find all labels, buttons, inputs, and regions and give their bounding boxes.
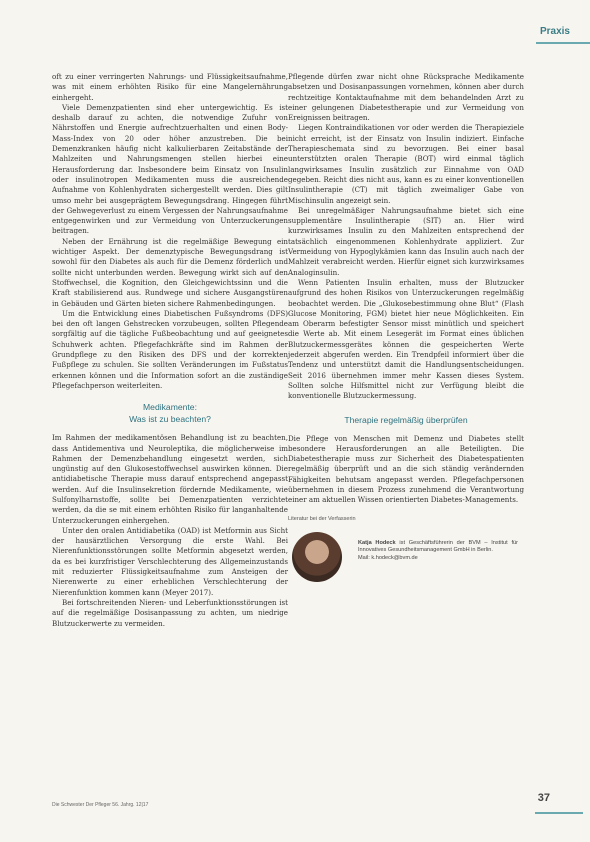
section-label: Praxis — [539, 26, 570, 37]
subheading-line: Was ist zu beachten? — [129, 414, 211, 425]
subheading-therapie: Therapie regelmäßig überprüfen — [344, 414, 468, 425]
paragraph: Pflegende dürfen zwar nicht ohne Rücksprache Medikamente absetzen und Dosisanpassungen vornehmen, können aber durch rechtzeitige Kontaktaufnahme mit dem behandelnden Arzt zu einer gelungenen Diabetestherapie und zur Vermeidung von Ereignissen beitragen. — [288, 72, 524, 123]
author-photo — [292, 532, 342, 582]
paragraph: Im Rahmen der medikamentösen Behandlung ist zu beachten, dass Antidementiva und Neuroleptika, die möglicherweise im Rahmen der Demenzbehandlung eingesetzt werden, sich ungünstig auf den Glukosestoffwechsel auswirken können. Die antidiabetische Therapie muss darauf entsprechend angepasst werden. Auf die Insulinsekretion fördernde Medikamente, wie Sulfonylharnstoffe, sollte bei Demenzpatienten verzichtet werden, da die se mit einem erhöhten Risiko für langanhaltende Unterzuckerungen einhergehen. — [52, 433, 288, 525]
author-email: Mail: k.hodeck@bvm.de — [358, 554, 418, 561]
paragraph: Neben der Ernährung ist die regelmäßige Bewegung ein wichtiger Aspekt. Der demenztypische Bewegungsdrang ist sowohl für den Diabetes als auch für die Demenz förderlich und sollte nicht unterbunden werden. Bewegung wirkt sich auf den Stoffwechsel, die Kognition, den Gleichgewichtssinn und die Kraft stabilisierend aus. Rundwege und sichere Ausgangstüren in Gebäuden und Gärten bieten sichere Rahmenbedingungen. — [52, 236, 288, 308]
paragraph: Viele Demenzpatienten sind eher untergewichtig. Es ist deshalb darauf zu achten, die notwendige Zufuhr von Nährstoffen und Energie aufrechtzuerhalten und einen Body-Mass-Index von 20 oder höher anzustreben. Die bei Demenzkranken häufig nicht kalkulierbaren Zeitabstände der Mahlzeiten und Nahrungsmengen stellen hierbei eine Herausforderung dar. Insbesondere beim Einsatz von Insulin oder insulinotropen Medikamenten muss die ausreichende Aufnahme von Kohlenhydraten sichergestellt werden. Dies gilt umso mehr bei ausgeprägtem Bewegungsdrang. Hingegen führt der Gehwegeverlust zu einem Vergessen der Nahrungsaufnahme entgegenwirken und zur Vermeidung von Unterzuckerungen beitragen. — [52, 102, 288, 236]
author-info — [358, 540, 518, 562]
subheading-line: Medikamente: — [143, 402, 197, 413]
bottom-accent-rule — [535, 812, 583, 814]
page-number: 37 — [537, 792, 550, 804]
literature-note: Literatur bei der Verfasserin — [288, 515, 356, 522]
paragraph: Bei unregelmäßiger Nahrungsaufnahme bietet sich eine supplementäre Insulintherapie (SIT) an. Hier wird kurzwirksames Insulin zu den Mahlzeiten entsprechend der tatsächlich eingenommenen Kohlenhydrate appliziert. Zur Vermeidung von Hypoglykämien kann das Insulin auch nach der Mahlzeit verabreicht werden. Hierfür eignet sich kurzwirksames Analoginsulin. — [288, 205, 524, 277]
footer-source: Die Schwester Der Pfleger 56. Jahrg. 12|17 — [52, 802, 149, 808]
paragraph: Liegen Kontraindikationen vor oder werden die Therapieziele nicht erreicht, ist der Einsatz von Insulin indiziert. Einfache Therapieschemata sind zu bevorzugen. Bei einer basal unterstützten oralen Therapie (BOT) wird einmal täglich langwirksames Insulin zusätzlich zur Einnahme von OAD gegeben. Reicht dies nicht aus, kann es zu einer konventionellen Insulintherapie (CT) mit täglich zweimaliger Gabe von Mischinsulin angezeigt sein. — [288, 123, 524, 205]
author-bio: ist Geschäftsführerin der BVM – Institut für Innovatives Gesundheitsmanagement GmbH in Berlin. — [358, 539, 518, 554]
paragraph: Die Pflege von Menschen mit Demenz und Diabetes stellt besondere Herausforderungen an alle Beteiligten. Die Diabetestherapie muss zur Sicherheit des Diabetespatienten regelmäßig überprüft und an die sich ständig verändernden Fähigkeiten behutsam angepasst werden. Pflegefachpersonen übernehmen in diesem Prozess zunehmend die Verantwortung einer am aktuellen Wissen orientierten Diabetes-Managements. — [288, 433, 524, 505]
left-column — [52, 72, 288, 629]
paragraph: Wenn Patienten Insulin erhalten, muss der Blutzucker aufgrund des hohen Risikos von Unterzuckerungen regelmäßig beobachtet werden. Die „Glukosebestimmung ohne Blut“ (Flash Glucose Monitoring, FGM) bietet hier neue Möglichkeiten. Ein am Oberarm befestigter Sensor misst minütlich und speichert die Werte ab. Mit einem Lesegerät im Format eines üblichen Blutzuckermessgerätes können die gespeicherten Werte jederzeit abgerufen werden. Ein Trendpfeil informiert über die Tendenz und unterstützt damit die Handlungsentscheidungen. Seit 2016 übernehmen immer mehr Kassen dieses System. Sollten solche Hilfsmittel nicht zur Verfügung bleibt die konventionelle Blutzuckermessung. — [288, 277, 524, 401]
paragraph: Um die Entwicklung eines Diabetischen Fußsyndroms (DFS) bei den oft langen Gehstrecken vorzubeugen, sollten Pflegende sorgfältig auf die tägliche Fußbeobachtung und auf geeignetes Schuhwerk achten. Pflegefachkräfte sind im Rahmen der Grundpflege zu den Risiken des DFS und der korrekten Fußpflege zu schulen. Sie sollten Veränderungen im Fußstatus erkennen können und die Information sofort an die zuständige Pflegefachperson weiterleiten. — [52, 308, 288, 390]
author-box — [288, 532, 524, 582]
author-name: Katja Hodeck — [358, 539, 396, 546]
paragraph: Unter den oralen Antidiabetika (OAD) ist Metformin aus Sicht der hausärztlichen Versorgung die erste Wahl. Bei Nierenfunktionsstörungen sollte Metformin abgesetzt werden, da es bei kurzfristiger Verschlechterung des Allgemeinzustands mit reduzierter Flüssigkeitsaufnahme zum Ansteigen der Nierenwerte zu einer erheblichen Verschlechterung der Nierenfunktion kommen kann (Meyer 2017). — [52, 525, 288, 597]
paragraph: Bei fortschreitenden Nieren- und Leberfunktionsstörungen ist auf die regelmäßige Dosisanpassung zu achten, um niedrige Blutzuckerwerte zu vermeiden. — [52, 597, 288, 628]
paragraph: oft zu einer verringerten Nahrungs- und Flüssigkeitsaufnahme, was mit einem erhöhten Risiko für eine Mangelernährung einhergeht. — [52, 72, 288, 102]
right-column — [288, 72, 524, 582]
top-accent-rule — [536, 42, 590, 44]
subheading-medikamente — [52, 401, 288, 425]
